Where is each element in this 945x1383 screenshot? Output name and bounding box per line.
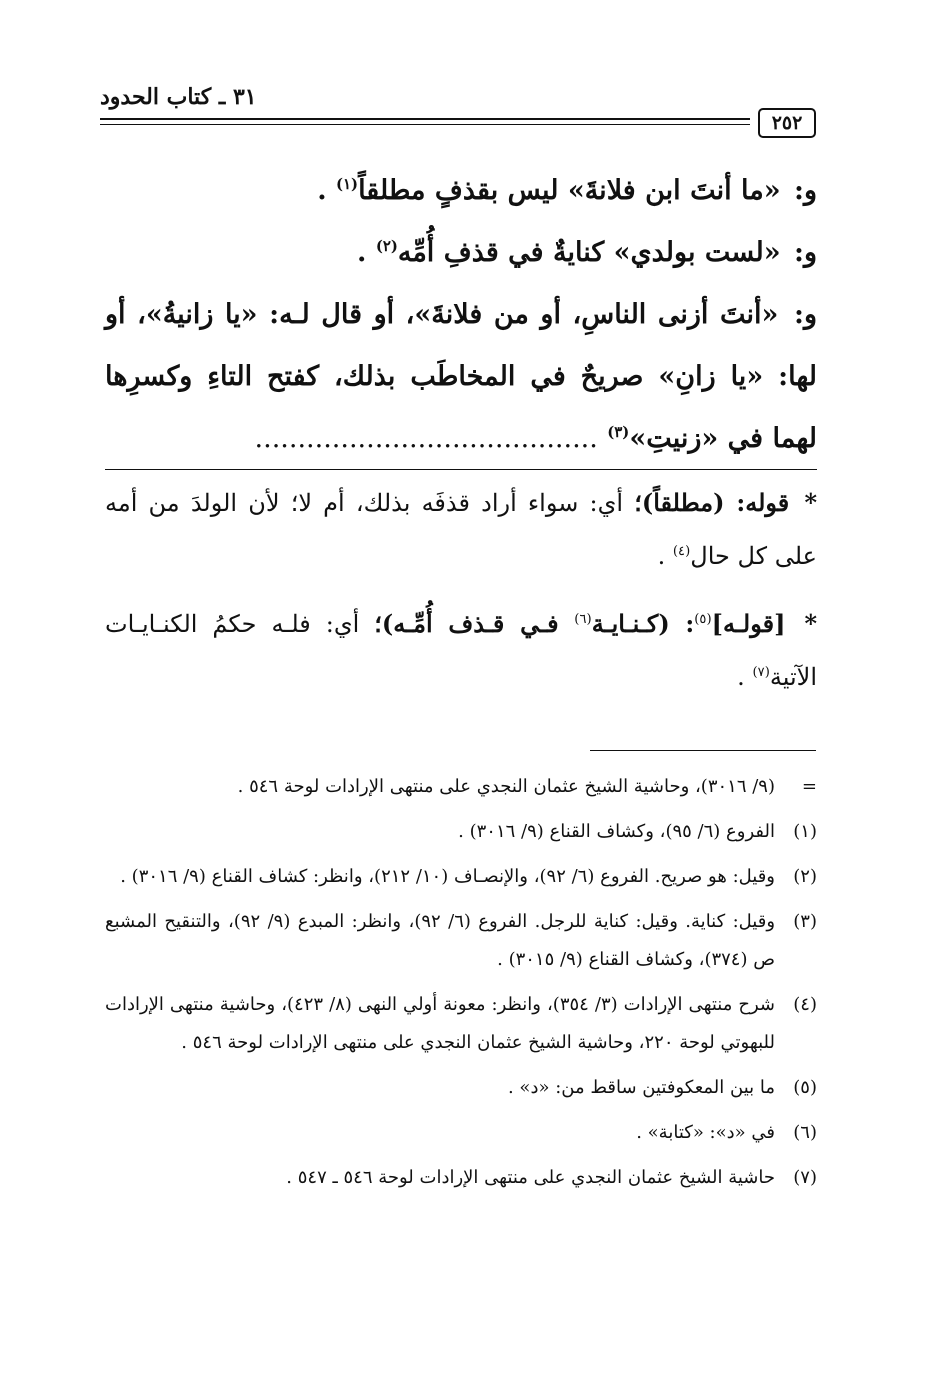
footnotes (105, 768, 817, 1204)
paragraph-lead: و: (793, 237, 817, 268)
footnote (105, 813, 817, 851)
footnote-text: (٩/ ٣٠١٦)، وحاشية الشيخ عثمان النجدي على منتهى الإرادات لوحة ٥٤٦ . (237, 776, 775, 797)
footnote-text: في «د»: «كتابة» . (636, 1122, 775, 1143)
star-marker: * (804, 488, 817, 517)
main-paragraph (105, 222, 817, 284)
commentary-label: [قولـه] (711, 609, 786, 638)
footnote (105, 986, 817, 1062)
paragraph-text: «لست بولدي» كنايةٌ في قذفِ أُمِّه (397, 237, 781, 268)
footnote (105, 903, 817, 979)
commentary-label-part: فـي قـذف أُمِّـه)؛ (374, 609, 575, 638)
commentary-label: قوله: (مطلقاً)؛ (634, 488, 790, 517)
commentary-text: أي: سواء أراد قذفَه بذلك، أم لا؛ لأن الولدَ من أمه على كل حال (105, 489, 817, 570)
footnote (105, 858, 817, 896)
footnote (105, 1114, 817, 1152)
footnote-number: (٢) (793, 866, 817, 887)
note-ref: (٥) (694, 612, 712, 627)
commentary-end: . (657, 542, 666, 570)
commentary-text: أي: فلـه حكمُ الكنـايـات الآتية (105, 610, 817, 691)
running-title: ٣١ ـ كتاب الحدود (100, 84, 257, 110)
main-paragraph (105, 284, 817, 470)
note-ref: (٦) (574, 612, 592, 627)
footnote-text: شرح منتهى الإرادات (٣/ ٣٥٤)، وانظر: معونة أولي النهى (٨/ ٤٢٣)، وحاشية منتهى الإرادات للبهوتي لوحة ٢٢٠، وحاشية الشيخ عثمان النجدي على منتهى الإرادات لوحة ٥٤٦ . (105, 994, 776, 1053)
paragraph-text: «أنتَ أزنى الناسِ، أو من فلانةَ»، أو قال لـه: «يا زانيةُ»، أو لها: «يا زانِ» صريحٌ في المخاطَب بذلك، كفتح التاءِ وكسرِها لهما في «زنيتِ» (105, 299, 817, 454)
footnote (105, 1159, 817, 1197)
paragraph-lead: و: (793, 299, 817, 330)
footnote-number: (٤) (793, 994, 817, 1015)
main-paragraph (105, 160, 817, 222)
footnote-number: (١) (793, 821, 817, 842)
header-rule-thin (100, 124, 750, 125)
dot-leader: ........................................ (254, 423, 598, 454)
header-rule (100, 118, 750, 120)
note-ref: (٢) (375, 237, 398, 255)
commentary-end: . (737, 663, 745, 691)
paragraph-text: «ما أنتَ ابن فلانةَ» ليس بقذفٍ مطلقاً (358, 175, 781, 206)
note-ref: (٤) (672, 544, 691, 559)
paragraph-end: . (357, 237, 367, 268)
footnote-number: (٦) (793, 1122, 817, 1143)
footnote-number: (٣) (793, 911, 817, 932)
footnote-text: الفروع (٦/ ٩٥)، وكشاف القناع (٩/ ٣٠١٦) . (458, 821, 775, 842)
footnote-number: = (801, 776, 817, 797)
note-ref: (١) (336, 175, 359, 193)
footnote-text: حاشية الشيخ عثمان النجدي على منتهى الإرادات لوحة ٥٤٦ ـ ٥٤٧ . (286, 1167, 775, 1188)
commentary-paragraph (105, 476, 817, 583)
footnote (105, 1069, 817, 1107)
section-divider (105, 469, 817, 470)
commentary-label-part: : (كـنـايـة (591, 609, 695, 638)
footnote-number: (٥) (793, 1077, 817, 1098)
note-ref: (٧) (752, 665, 770, 680)
star-marker: * (804, 609, 817, 638)
commentary (105, 476, 817, 718)
main-text (105, 160, 817, 470)
paragraph-end: . (317, 175, 327, 206)
footnote-rule (590, 750, 816, 751)
commentary-paragraph (105, 597, 817, 704)
page-number: ٢٥٢ (758, 108, 816, 138)
footnote-number: (٧) (793, 1167, 817, 1188)
footnote-text: وقيل: كناية. وقيل: كناية للرجل. الفروع (٦/ ٩٢)، وانظر: المبدع (٩/ ٩٢)، والتنقيح المشبع ص (٣٧٤)، وكشاف القناع (٩/ ٣٠١٥) . (105, 911, 776, 970)
note-ref: (٣) (607, 423, 630, 441)
footnote (105, 768, 817, 806)
paragraph-lead: و: (793, 175, 817, 206)
footnote-text: ما بين المعكوفتين ساقط من: «د» . (507, 1077, 775, 1098)
footnote-text: وقيل: هو صريح. الفروع (٦/ ٩٢)، والإنصـاف (١٠/ ٢١٢)، وانظر: كشاف القناع (٩/ ٣٠١٦) . (120, 866, 775, 887)
